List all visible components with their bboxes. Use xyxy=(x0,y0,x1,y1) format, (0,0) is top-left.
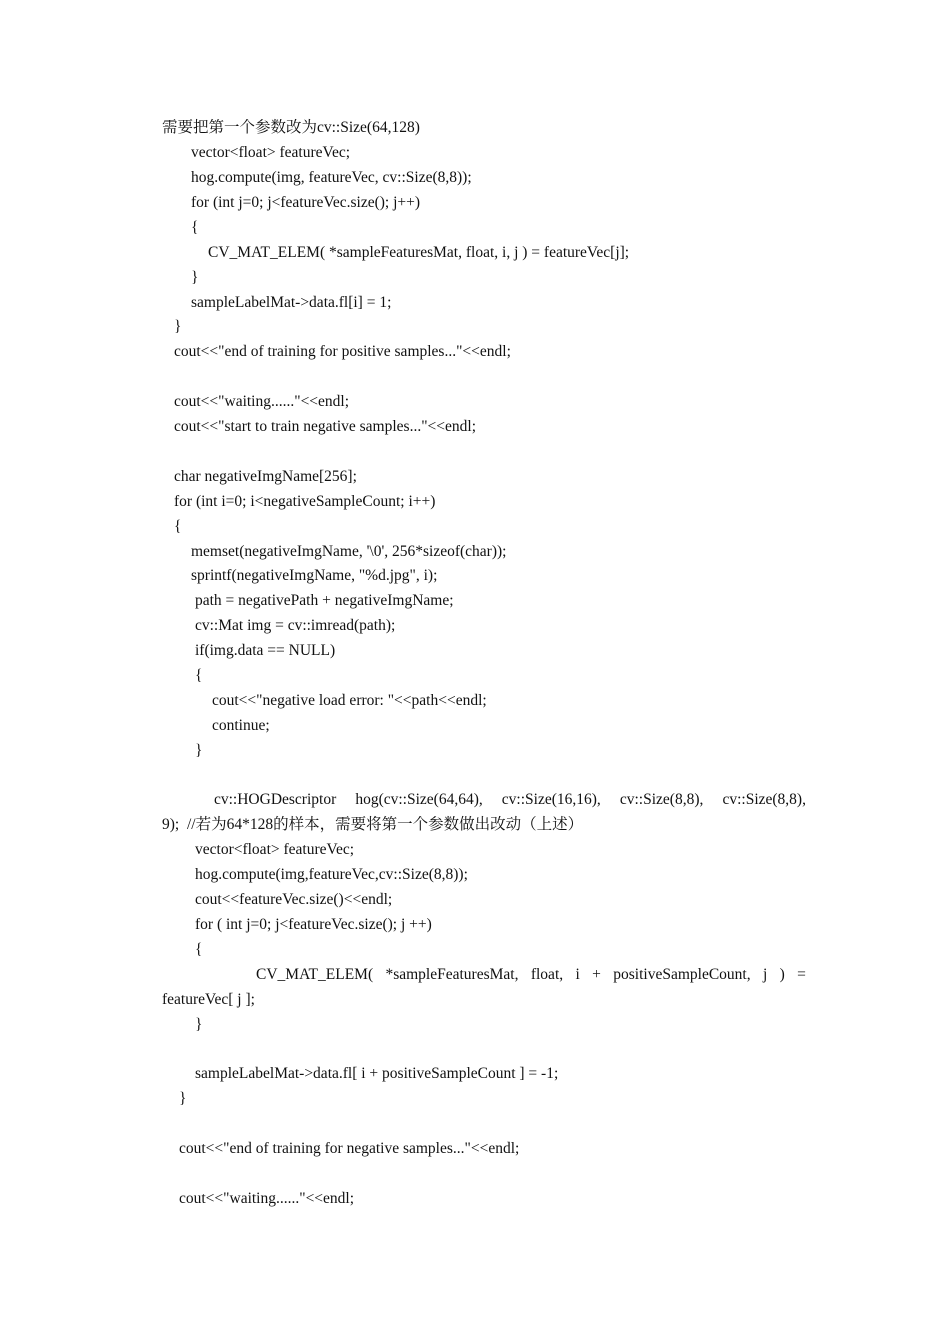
code-line: 9); //若为64*128的样本，需要将第一个参数做出改动（上述） xyxy=(162,816,584,833)
code-word: i xyxy=(575,966,580,983)
code-word: hog(cv::Size(64,64), xyxy=(355,791,483,808)
code-line: for (int j=0; j<featureVec.size(); j++) xyxy=(191,194,421,211)
code-line: for (int i=0; i<negativeSampleCount; i++) xyxy=(174,493,436,510)
code-line: CV_MAT_ELEM( *sampleFeaturesMat, float, i, j ) = featureVec[j]; xyxy=(208,244,630,261)
code-line: cout<<"waiting......"<<endl; xyxy=(174,393,350,410)
code-line: { xyxy=(191,219,199,236)
code-word: float, xyxy=(530,966,564,983)
code-line: if(img.data == NULL) xyxy=(195,642,336,659)
code-line: cout<<"negative load error: "<<path<<endl; xyxy=(212,692,487,709)
code-word: cv::Size(8,8), xyxy=(619,791,704,808)
code-word: CV_MAT_ELEM( xyxy=(256,966,374,983)
code-word: cv::Size(16,16), xyxy=(501,791,601,808)
code-line: { xyxy=(174,518,182,535)
code-line: hog.compute(img, featureVec, cv::Size(8,8)); xyxy=(191,169,472,186)
code-line: cout<<"waiting......"<<endl; xyxy=(179,1190,355,1207)
code-line: path = negativePath + negativeImgName; xyxy=(195,592,454,609)
code-word: *sampleFeaturesMat, xyxy=(385,966,519,983)
code-word: cv::HOGDescriptor xyxy=(214,791,337,808)
code-word: j xyxy=(762,966,768,983)
code-line: } xyxy=(195,742,203,759)
code-line: continue; xyxy=(212,717,270,734)
code-line: sampleLabelMat->data.fl[i] = 1; xyxy=(191,294,392,311)
code-line: } xyxy=(191,269,199,286)
hog-descriptor-line xyxy=(214,790,806,810)
code-line: sprintf(negativeImgName, "%d.jpg", i); xyxy=(191,567,438,584)
code-word: = xyxy=(797,966,806,983)
code-line: } xyxy=(174,318,182,335)
code-line: featureVec[ j ]; xyxy=(162,991,255,1008)
code-line: 需要把第一个参数改为cv::Size(64,128) xyxy=(162,119,420,136)
code-word: positiveSampleCount, xyxy=(613,966,751,983)
code-line: sampleLabelMat->data.fl[ i + positiveSampleCount ] = -1; xyxy=(195,1065,559,1082)
code-line: cv::Mat img = cv::imread(path); xyxy=(195,617,396,634)
code-word: ) xyxy=(779,966,785,983)
code-line: } xyxy=(179,1090,187,1107)
code-line: char negativeImgName[256]; xyxy=(174,468,357,485)
code-line: hog.compute(img,featureVec,cv::Size(8,8)); xyxy=(195,866,468,883)
code-line: } xyxy=(195,1016,203,1033)
code-line: memset(negativeImgName, '\0', 256*sizeof(char)); xyxy=(191,543,507,560)
code-word: + xyxy=(592,966,601,983)
code-line: for ( int j=0; j<featureVec.size(); j ++) xyxy=(195,916,432,933)
code-line: cout<<"start to train negative samples..."<<endl; xyxy=(174,418,477,435)
code-line: vector<float> featureVec; xyxy=(191,144,351,161)
code-line: vector<float> featureVec; xyxy=(195,841,355,858)
mat-elem-line xyxy=(256,965,806,985)
code-line: cout<<featureVec.size()<<endl; xyxy=(195,891,393,908)
code-line: { xyxy=(195,667,203,684)
code-line: cout<<"end of training for positive samples..."<<endl; xyxy=(174,343,511,360)
code-word: cv::Size(8,8), xyxy=(722,791,806,808)
code-line: { xyxy=(195,941,203,958)
code-line: cout<<"end of training for negative samples..."<<endl; xyxy=(179,1140,520,1157)
